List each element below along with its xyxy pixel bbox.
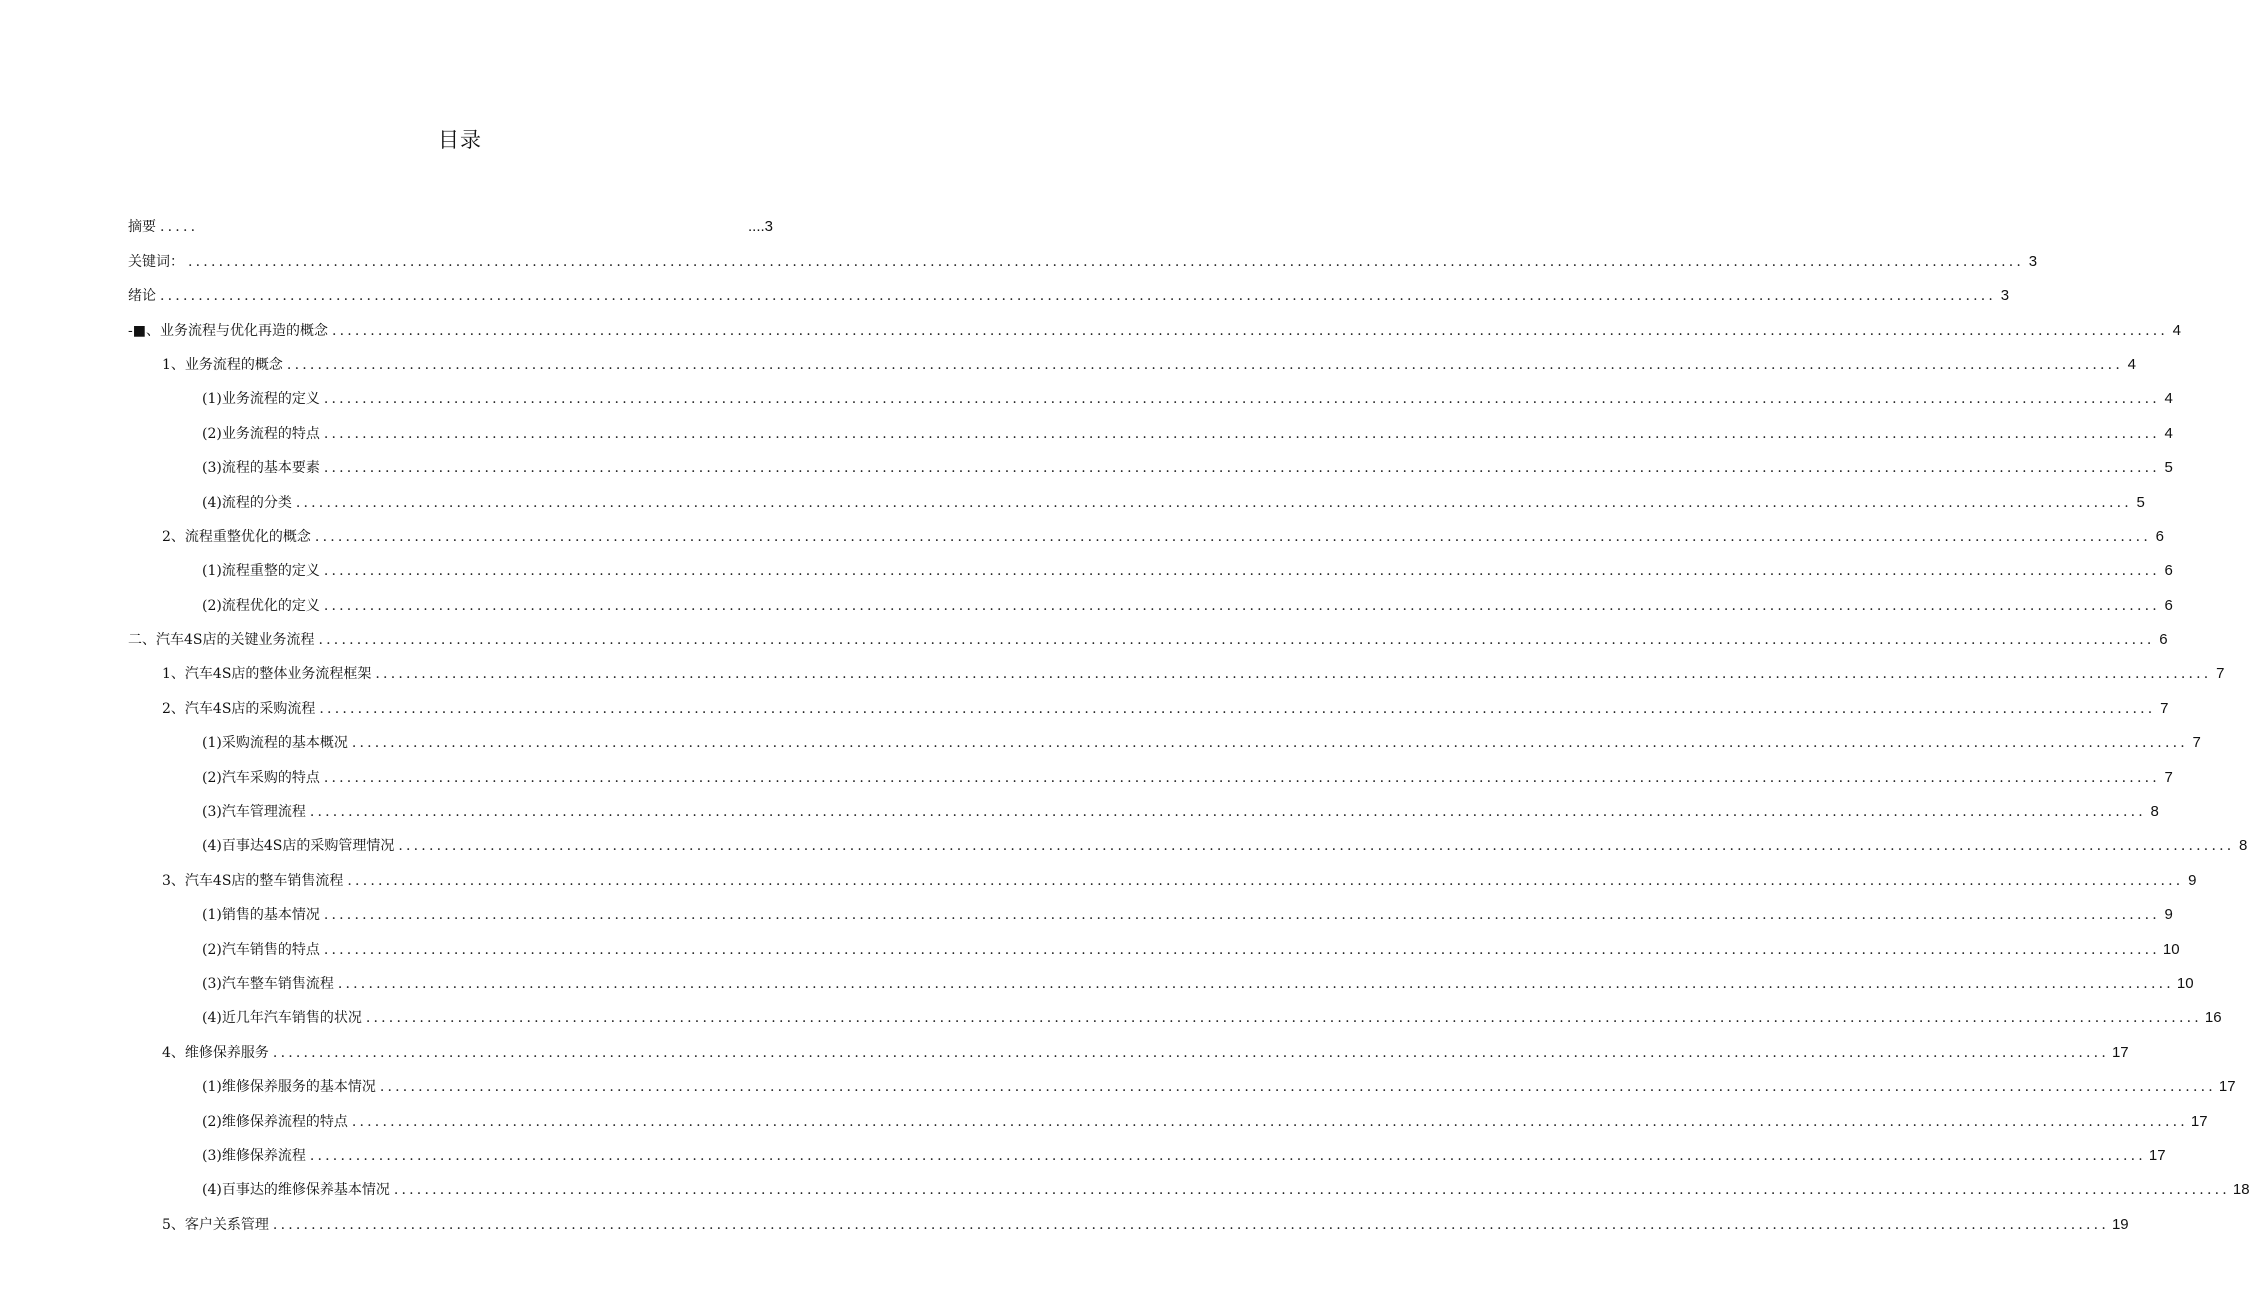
toc-entry[interactable] bbox=[128, 787, 2159, 821]
toc-entry-label: (1)销售的基本情况 bbox=[202, 907, 320, 924]
toc-entry-page-number: 17 bbox=[2111, 1043, 2129, 1061]
dot-leader: ................................................................................................................................................................................................................................................ bbox=[323, 597, 2160, 614]
dot-leader: ................................................................................................................................................................................................................................................ bbox=[379, 1079, 2216, 1096]
toc-entry[interactable] bbox=[128, 236, 2038, 270]
toc-entry[interactable] bbox=[128, 924, 2180, 958]
toc-entry[interactable] bbox=[128, 649, 2225, 683]
toc-entry[interactable] bbox=[128, 580, 2173, 614]
toc-entry-label: 3、汽车4S店的整车销售流程 bbox=[162, 872, 344, 889]
toc-entry-label: (3)维修保养流程 bbox=[202, 1147, 306, 1164]
toc-entry-label: (2)流程优化的定义 bbox=[202, 597, 320, 614]
toc-entry-label: (4)百事达4S店的采购管理情况 bbox=[202, 838, 395, 855]
dot-leader: ................................................................................................................................................................................................................................................ bbox=[319, 700, 2156, 717]
toc-entry-label: (4)百事达的维修保养基本情况 bbox=[202, 1182, 390, 1199]
toc-entry[interactable] bbox=[128, 477, 2145, 511]
toc-entry-label: (2)汽车采购的特点 bbox=[202, 769, 320, 786]
toc-entry-page-number: 17 bbox=[2218, 1078, 2236, 1096]
dot-leader: ................................................................................................................................................................................................................................................ bbox=[323, 460, 2160, 477]
toc-entry[interactable] bbox=[128, 615, 2168, 649]
dot-leader: ................................................................................................................................................................................................................................................ bbox=[375, 666, 2212, 683]
toc-entry[interactable] bbox=[128, 271, 2010, 305]
dot-leader: ................................................................................................................................................................................................................................................ bbox=[351, 1113, 2188, 1130]
toc-entry-label: (2)汽车销售的特点 bbox=[202, 941, 320, 958]
toc-entry-label: (1)采购流程的基本概况 bbox=[202, 735, 348, 752]
toc-entry[interactable] bbox=[128, 408, 2173, 442]
toc-entry-page-number: 6 bbox=[2164, 562, 2173, 580]
toc-entry-page-number: 3 bbox=[2028, 252, 2038, 270]
toc-entry[interactable] bbox=[128, 1096, 2208, 1130]
dot-leader: ................................................................................................................................................................................................................................................ bbox=[309, 1147, 2146, 1164]
dot-leader: ................................................................................................................................................................................................................................................ bbox=[272, 1216, 2109, 1233]
toc-entry-page-number: 8 bbox=[2239, 837, 2248, 855]
dot-leader: ................................................................................................................................................................................................................................................ bbox=[331, 322, 2169, 339]
toc-entry-page-number: 6 bbox=[2159, 631, 2168, 649]
toc-entry-label: 2、汽车4S店的采购流程 bbox=[162, 700, 316, 717]
toc-entry-label: (2)维修保养流程的特点 bbox=[202, 1113, 348, 1130]
dot-leader: ................................................................................................................................................................................................................................................ bbox=[309, 804, 2146, 821]
toc-entry-label: (3)汽车管理流程 bbox=[202, 804, 306, 821]
toc-entry-label: (1)业务流程的定义 bbox=[202, 391, 320, 408]
dot-leader: ................................................................................................................................................................................................................................................ bbox=[351, 735, 2188, 752]
toc-entry-label: (3)流程的基本要素 bbox=[202, 460, 320, 477]
page-title: 目录 bbox=[438, 128, 482, 152]
dot-leader: ................................................................................................................................................................................................................................................ bbox=[160, 288, 1997, 305]
toc-entry[interactable] bbox=[128, 1165, 2250, 1199]
toc-entry-page-number: 10 bbox=[2176, 974, 2194, 992]
toc-entry-label: 绪论 bbox=[128, 288, 156, 305]
toc-entry-label: 5、客户关系管理 bbox=[162, 1216, 269, 1233]
toc-entry-page-number: 5 bbox=[2136, 493, 2145, 511]
toc-entry-label: (4)流程的分类 bbox=[202, 494, 292, 511]
toc-entry-page-number: 7 bbox=[2160, 699, 2169, 717]
toc-entry-label: 摘要 bbox=[128, 219, 156, 236]
toc-entry-label: (3)汽车整车销售流程 bbox=[202, 975, 334, 992]
dot-leader: ................................................................................................................................................................................................................................................ bbox=[295, 494, 2132, 511]
dot-leader: ................................................................................................................................................................................................................................................ bbox=[323, 907, 2160, 924]
dot-leader: ................................................................................................................................................................................................................................................ bbox=[272, 1044, 2109, 1061]
toc-entry[interactable] bbox=[128, 752, 2173, 786]
toc-entry-page-number: 17 bbox=[2148, 1146, 2166, 1164]
toc-entry-label: 4、维修保养服务 bbox=[162, 1044, 269, 1061]
toc-entry[interactable] bbox=[128, 340, 2136, 374]
toc-entry[interactable] bbox=[128, 202, 773, 236]
dot-leader: ................................................................................................................................................................................................................................................ bbox=[393, 1182, 2230, 1199]
toc-entry[interactable] bbox=[128, 1027, 2129, 1061]
toc-entry-label: 1、业务流程的概念 bbox=[162, 356, 283, 373]
toc-entry-label: 1、汽车4S店的整体业务流程框架 bbox=[162, 666, 372, 683]
dot-leader: ................................................................................................................................................................................................................................................ bbox=[337, 975, 2174, 992]
dot-leader: ................................................................................................................................................................................................................................................ bbox=[314, 528, 2151, 545]
toc-entry-page-number: 7 bbox=[2192, 734, 2201, 752]
toc-entry[interactable] bbox=[128, 443, 2173, 477]
toc-entry-page-number: 7 bbox=[2164, 768, 2173, 786]
toc-entry-label: -■、业务流程与优化再造的概念 bbox=[128, 322, 328, 339]
toc-entry-page-number: 4 bbox=[2164, 424, 2173, 442]
toc-entry-label: 关键词： bbox=[128, 253, 184, 270]
toc-entry-label: 2、流程重整优化的概念 bbox=[162, 528, 311, 545]
toc-entry-label: (1)流程重整的定义 bbox=[202, 563, 320, 580]
toc-entry-label: (2)业务流程的特点 bbox=[202, 425, 320, 442]
toc-entry-page-number: 4 bbox=[2164, 390, 2173, 408]
dot-leader: ................................................................................................................................................................................................................................................ bbox=[188, 253, 2025, 270]
toc-entry-page-number: 5 bbox=[2164, 459, 2173, 477]
toc-entry[interactable] bbox=[128, 683, 2169, 717]
toc-entry[interactable] bbox=[128, 959, 2194, 993]
toc-entry[interactable] bbox=[128, 890, 2173, 924]
toc-entry-page-number: 7 bbox=[2216, 665, 2225, 683]
toc-entry[interactable] bbox=[128, 546, 2173, 580]
toc-entry[interactable] bbox=[128, 1131, 2166, 1165]
toc-entry-label: (1)维修保养服务的基本情况 bbox=[202, 1079, 376, 1096]
toc-entry-page-number: ....3 bbox=[747, 218, 773, 236]
toc-entry-page-number: 10 bbox=[2162, 940, 2180, 958]
toc-entry-page-number: 6 bbox=[2164, 596, 2173, 614]
table-of-contents bbox=[128, 202, 2250, 1234]
dot-leader: ................................................................................................................................................................................................................................................ bbox=[286, 356, 2123, 373]
dot-leader: ................................................................................................................................................................................................................................................ bbox=[323, 391, 2160, 408]
toc-entry[interactable] bbox=[128, 512, 2164, 546]
toc-entry[interactable] bbox=[128, 305, 2182, 339]
toc-entry[interactable] bbox=[128, 821, 2248, 855]
dot-leader: ................................................................................................................................................................................................................................................ bbox=[398, 838, 2235, 855]
toc-entry[interactable] bbox=[128, 993, 2222, 1027]
toc-entry-page-number: 4 bbox=[2127, 355, 2136, 373]
toc-entry-page-number: 6 bbox=[2155, 527, 2164, 545]
toc-entry-page-number: 9 bbox=[2188, 871, 2197, 889]
toc-entry[interactable] bbox=[128, 718, 2201, 752]
toc-entry-page-number: 18 bbox=[2232, 1181, 2250, 1199]
dot-leader: ................................................................................................................................................................................................................................................ bbox=[347, 872, 2184, 889]
toc-entry-label: (4)近几年汽车销售的状况 bbox=[202, 1010, 362, 1027]
dot-leader: ................................................................................................................................................................................................................................................ bbox=[323, 941, 2160, 958]
dot-leader: ................................................................................................................................................................................................................................................ bbox=[323, 769, 2160, 786]
toc-entry[interactable] bbox=[128, 1062, 2236, 1096]
toc-entry-page-number: 8 bbox=[2150, 803, 2159, 821]
toc-entry-page-number: 4 bbox=[2172, 321, 2182, 339]
dot-leader: ................................................................................................................................................................................................................................................ bbox=[318, 632, 2155, 649]
toc-entry-label: 二、汽车4S店的关键业务流程 bbox=[128, 632, 315, 649]
dot-leader: ................................................................................................................................................................................................................................................ bbox=[323, 563, 2160, 580]
dot-leader: ................................................................................................................................................................................................................................................ bbox=[323, 425, 2160, 442]
toc-entry[interactable] bbox=[128, 1199, 2129, 1233]
dot-leader: ..... bbox=[160, 219, 199, 236]
toc-entry-page-number: 16 bbox=[2204, 1009, 2222, 1027]
toc-entry-page-number: 3 bbox=[2000, 287, 2010, 305]
toc-entry-page-number: 19 bbox=[2111, 1215, 2129, 1233]
toc-entry[interactable] bbox=[128, 374, 2173, 408]
toc-entry[interactable] bbox=[128, 855, 2197, 889]
toc-entry-page-number: 17 bbox=[2190, 1112, 2208, 1130]
dot-leader: ................................................................................................................................................................................................................................................ bbox=[365, 1010, 2202, 1027]
toc-entry-page-number: 9 bbox=[2164, 906, 2173, 924]
